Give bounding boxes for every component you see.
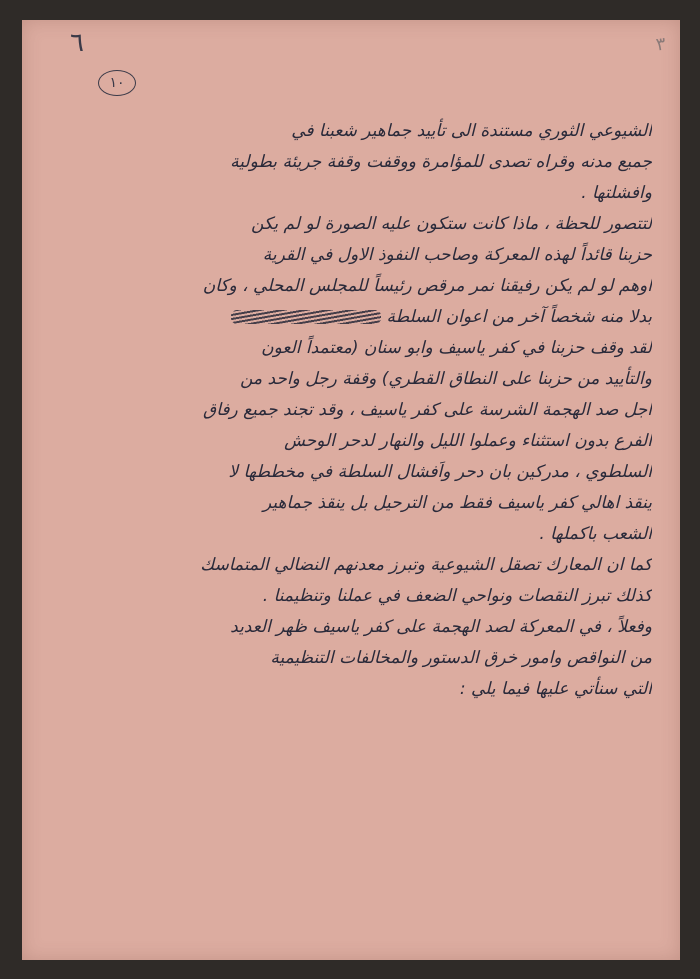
text-line-12: السلطوي ، مدركين بان دحر واَفشال السلطة في مخططها لا — [228, 462, 652, 482]
strikethrough-scribble — [231, 310, 381, 324]
text-line-8: لقد وقف حزبنا في كفر ياسيف وابو سنان (معتمداً العون — [261, 338, 652, 358]
text-line-2: جميع مدنه وقراه تصدى للمؤامرة ووقفت وقفة جريئة بطولية — [230, 152, 652, 172]
document-page — [22, 20, 680, 960]
text-line-13: ينقذ اهالي كفر ياسيف فقط من الترحيل بل ينقذ جماهير — [262, 493, 652, 513]
text-line-9: والتأييد من حزبنا على النطاق القطري) وقفة رجل واحد من — [240, 369, 652, 389]
text-line-1: الشيوعي الثوري مستندة الى تأييد جماهير شعبنا في — [291, 121, 652, 141]
text-line-7 — [62, 302, 652, 333]
text-line-17: وفعلاً ، في المعركة لصد الهجمة على كفر ياسيف ظهر العديد — [230, 617, 652, 637]
text-line-15: كما ان المعارك تصقل الشيوعية وتبرز معدنهم النضالي المتماسك — [200, 555, 652, 575]
page-number: ١٠ — [98, 70, 136, 96]
text-line-18: من النواقص وامور خرق الدستور والمخالفات التنظيمية — [270, 648, 652, 668]
text-line-4: لتتصور للحظة ، ماذا كانت ستكون عليه الصورة لو لم يكن — [251, 214, 652, 234]
pencil-mark: ٣ — [654, 33, 668, 56]
handwritten-body — [62, 116, 652, 705]
text-line-5: حزبنا قائداً لهذه المعركة وصاحب النفوذ الاول في القرية — [262, 245, 652, 265]
text-line-19: التي سنأتي عليها فيما يلي : — [459, 679, 652, 699]
text-line-14: الشعب باكملها . — [539, 524, 652, 544]
corner-mark: ٦ — [70, 28, 84, 58]
text-line-6: اوهم لو لم يكن رفيقنا نمر مرقص رئيساً للمجلس المحلي ، وكان — [202, 276, 652, 296]
text-line-3: وافشلتها . — [581, 183, 652, 203]
text-line-16: كذلك تبرز النقصات ونواحي الضعف في عملنا وتنظيمنا . — [262, 586, 652, 606]
text-line-10: اجل صد الهجمة الشرسة على كفر ياسيف ، وقد تجند جميع رفاق — [203, 400, 652, 420]
text-line-11: الفرع بدون استثناء وعملوا الليل والنهار لدحر الوحش — [284, 431, 652, 451]
text-line-7-content: بدلا منه شخصاً آخر من اعوان السلطة — [386, 307, 652, 327]
